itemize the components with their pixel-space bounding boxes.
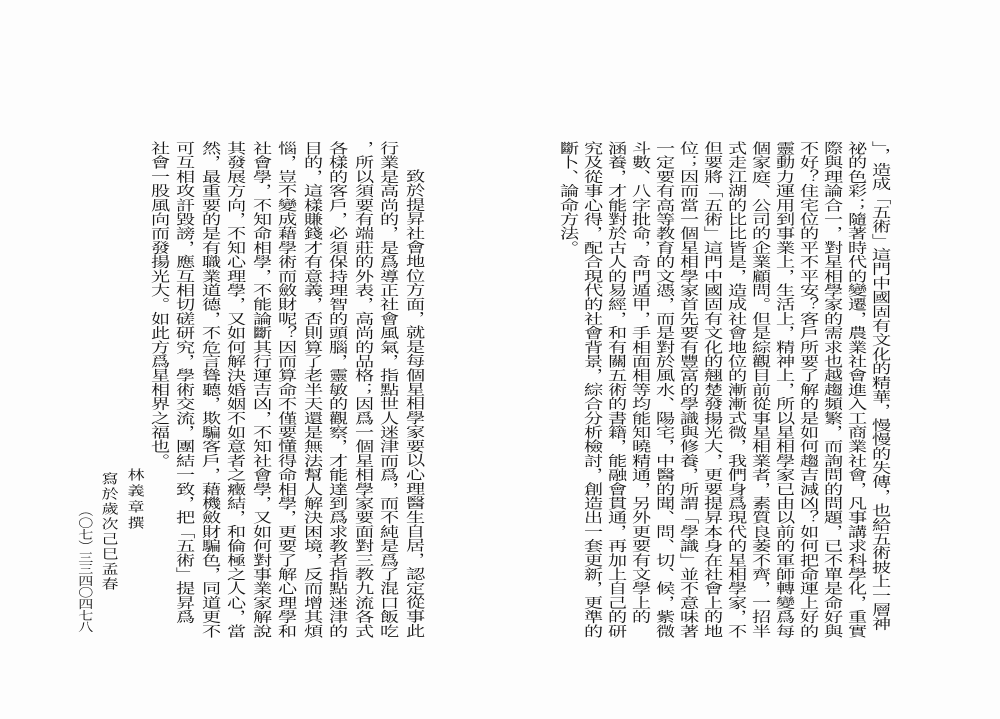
left-page-column-8: 其發展方向，不知心理學，又如何解決婚姻不如意者之癥結，和倫極之人心，當: [224, 141, 247, 638]
right-page-column-6: 個家庭、公司的企業顧問。但是綜觀目前從事星相業者，素質良萎不齊，一招半: [749, 141, 772, 638]
left-page-column-11: 社會一股風向而發揚光大。如此方爲星相界之福也。: [148, 141, 171, 468]
left-page-column-7: 社會學，不知命相學，不能論斷其行運吉凶，不知社會學，又如何對事業家解說: [250, 141, 273, 638]
right-page-column-8: 但要將「五術」這門中國固有文化的翹楚發揚光大，更要提昇本身在社會上的地: [701, 141, 724, 638]
right-page-column-4: 不好？住宅位的平不平安？客戶所要了解的是如何趨吉減凶？如何把命運上好的: [797, 141, 820, 638]
right-page-column-14: 斷卜、論命方法。: [557, 141, 580, 255]
right-page: [500, 0, 1000, 719]
right-page-column-2: 祕的色彩；隨著時代的變遷，農業社會進入工商業社會，凡事講求科學化，重實: [845, 141, 868, 638]
right-page-column-12: 涵養，才能對於古人的易經，和有關五術的書籍，能融會貫通，再加上自己的研: [605, 141, 628, 638]
right-page-column-1: 」，造成「五術」這門中國固有文化的精華，慢慢的失傳，也給五術披上一層神: [869, 141, 892, 631]
signature-author: 林義章撰: [123, 468, 144, 532]
right-page-column-5: 靈動力運用到事業上，生活上，精神上，所以星相學家已由以前的軍師轉變爲每: [773, 141, 796, 638]
left-page-column-10: 可互相攻訐毀謗，應互相切磋研究，學術交流，團結一致，把「五術」提昇爲: [173, 141, 196, 624]
left-page-column-4: 各樣的客戶，必須保持理智的頭腦，靈敏的觀察，才能達到爲求教者指點迷津的: [326, 141, 349, 638]
right-page-column-9: 位；因而當一個星相學家首先要有豐富的學識與修養，所謂「學識」並不意味著: [677, 141, 700, 638]
left-page-column-9: 然，最重要的是有職業道德，不危言聳聽，欺騙客戶，藉機斂財騙色，同道更不: [199, 141, 222, 638]
right-page-column-7: 式走江湖的比比皆是，造成社會地位的漸漸式微，我們身爲現代的星相學家，不: [725, 141, 748, 638]
left-page-column-1: 致於提昇社會地位方面，就是每個星相學家要以心理醫生自居，認定從事此: [403, 169, 426, 638]
left-page-column-2: 行業是高尚的，是爲導正社會風氣，指點世人迷津而爲，而不純是爲了混口飯吃: [377, 141, 400, 638]
left-page-column-5: 目的，這樣賺錢才有意義，否則算了老半天還是無法幫人解決困境，反而增其煩: [301, 141, 324, 638]
signature-phone: （〇七）三三四〇四七八: [76, 505, 95, 633]
right-page-column-10: 一定要有高等教育的文憑，而是對於風水、陽宅，中醫的聞、問、切、候，紫微: [653, 141, 676, 638]
right-page-column-11: 斗數、八字批命，奇門遁甲，手相面相等均能知曉精通，另外更要有文學上的: [629, 141, 652, 624]
right-page-column-13: 究及從事心得，配合現代的社會背景，綜合分析檢討，創造出一套更新，更準的: [581, 141, 604, 638]
signature-date: 寫於歲次己巳孟春: [97, 472, 118, 592]
right-page-column-3: 際與理論合一，對星相學家的需求也越趨頻繁，而詢問的問題，已不單是命好與: [821, 141, 844, 638]
left-page-column-6: 惱，豈不變成藉學術而斂財呢？因而算命不僅要懂得命相學，更要了解心理學和: [275, 141, 298, 638]
left-page-column-3: ，所以須要有端莊的外表，高尚的品格；因爲一個星相學家要面對三教九流各式: [352, 141, 375, 638]
